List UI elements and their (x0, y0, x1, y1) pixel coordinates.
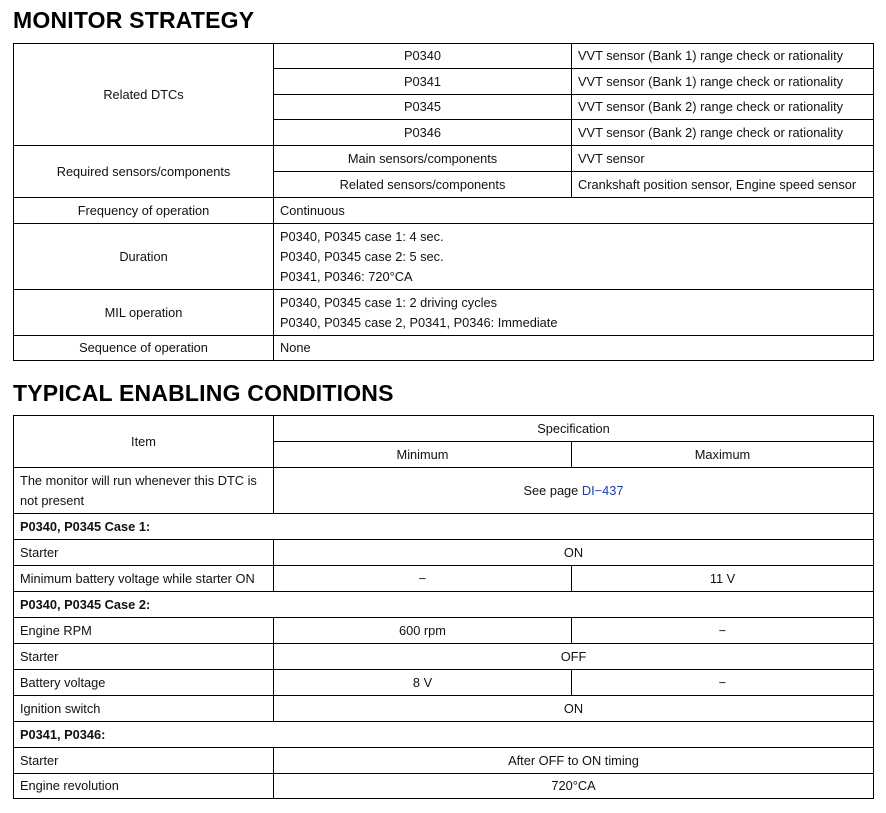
dtc-description: VVT sensor (Bank 2) range check or rationality (572, 120, 874, 146)
case2-battery-min: 8 V (274, 670, 572, 696)
duration-line: P0341, P0346: 720°CA (280, 268, 413, 284)
table-row (14, 644, 874, 670)
dtc-description: VVT sensor (Bank 1) range check or rationality (572, 69, 874, 95)
specification-header: Specification (274, 416, 874, 442)
case2-ignition-label: Ignition switch (14, 696, 274, 722)
duration-value (274, 224, 874, 290)
case2-rpm-max: − (572, 618, 874, 644)
dtc-code: P0346 (274, 120, 572, 146)
table-row (14, 592, 874, 618)
case3-revolution-label: Engine revolution (14, 774, 274, 799)
table-row (14, 722, 874, 748)
table-row (14, 514, 874, 540)
table-row (14, 224, 874, 290)
table-row (14, 416, 874, 442)
monitor-run-value (274, 468, 874, 514)
related-dtcs-label: Related DTCs (14, 44, 274, 146)
table-row (14, 44, 874, 69)
duration-line: P0340, P0345 case 1: 4 sec. (280, 228, 444, 244)
table-row (14, 566, 874, 592)
case3-starter-label: Starter (14, 748, 274, 774)
item-header: Item (14, 416, 274, 468)
mil-operation-label: MIL operation (14, 290, 274, 336)
case2-title: P0340, P0345 Case 2: (14, 592, 874, 618)
dtc-description: VVT sensor (Bank 2) range check or rationality (572, 95, 874, 120)
table-row (14, 670, 874, 696)
case2-battery-label: Battery voltage (14, 670, 274, 696)
case1-starter-value: ON (274, 540, 874, 566)
table-row (14, 618, 874, 644)
table-row (14, 468, 874, 514)
duration-line: P0340, P0345 case 2: 5 sec. (280, 248, 444, 264)
table-row (14, 290, 874, 336)
monitor-strategy-table (13, 43, 874, 361)
case3-title: P0341, P0346: (14, 722, 874, 748)
related-sensors-value: Crankshaft position sensor, Engine speed sensor (572, 172, 874, 198)
sequence-value: None (274, 336, 874, 361)
table-row (14, 146, 874, 172)
case3-starter-value: After OFF to ON timing (274, 748, 874, 774)
case2-battery-max: − (572, 670, 874, 696)
case1-starter-label: Starter (14, 540, 274, 566)
page-link[interactable]: DI−437 (581, 482, 624, 498)
see-page-text: See page (523, 482, 582, 498)
table-row (14, 336, 874, 361)
dtc-code: P0340 (274, 44, 572, 69)
frequency-value: Continuous (274, 198, 874, 224)
related-sensors-label: Related sensors/components (274, 172, 572, 198)
main-sensors-value: VVT sensor (572, 146, 874, 172)
table-row (14, 696, 874, 722)
enabling-conditions-table (13, 415, 874, 799)
main-sensors-label: Main sensors/components (274, 146, 572, 172)
case3-revolution-value: 720°CA (274, 774, 874, 799)
duration-label: Duration (14, 224, 274, 290)
case2-rpm-min: 600 rpm (274, 618, 572, 644)
dtc-code: P0341 (274, 69, 572, 95)
monitor-run-label: The monitor will run whenever this DTC is not present (14, 468, 274, 514)
required-sensors-label: Required sensors/components (14, 146, 274, 198)
case2-starter-label: Starter (14, 644, 274, 670)
mil-operation-value (274, 290, 874, 336)
maximum-header: Maximum (572, 442, 874, 468)
enabling-conditions-heading: TYPICAL ENABLING CONDITIONS (13, 380, 394, 406)
case2-rpm-label: Engine RPM (14, 618, 274, 644)
case1-battery-label: Minimum battery voltage while starter ON (14, 566, 274, 592)
table-row (14, 198, 874, 224)
table-row (14, 540, 874, 566)
sequence-label: Sequence of operation (14, 336, 274, 361)
case2-ignition-value: ON (274, 696, 874, 722)
case1-battery-min: − (274, 566, 572, 592)
table-row (14, 748, 874, 774)
table-row (14, 774, 874, 799)
frequency-label: Frequency of operation (14, 198, 274, 224)
monitor-strategy-heading: MONITOR STRATEGY (13, 7, 255, 33)
case1-battery-max: 11 V (572, 566, 874, 592)
case2-starter-value: OFF (274, 644, 874, 670)
dtc-description: VVT sensor (Bank 1) range check or rationality (572, 44, 874, 69)
dtc-code: P0345 (274, 95, 572, 120)
minimum-header: Minimum (274, 442, 572, 468)
case1-title: P0340, P0345 Case 1: (14, 514, 874, 540)
mil-line: P0340, P0345 case 2, P0341, P0346: Immediate (280, 314, 558, 330)
mil-line: P0340, P0345 case 1: 2 driving cycles (280, 294, 497, 310)
